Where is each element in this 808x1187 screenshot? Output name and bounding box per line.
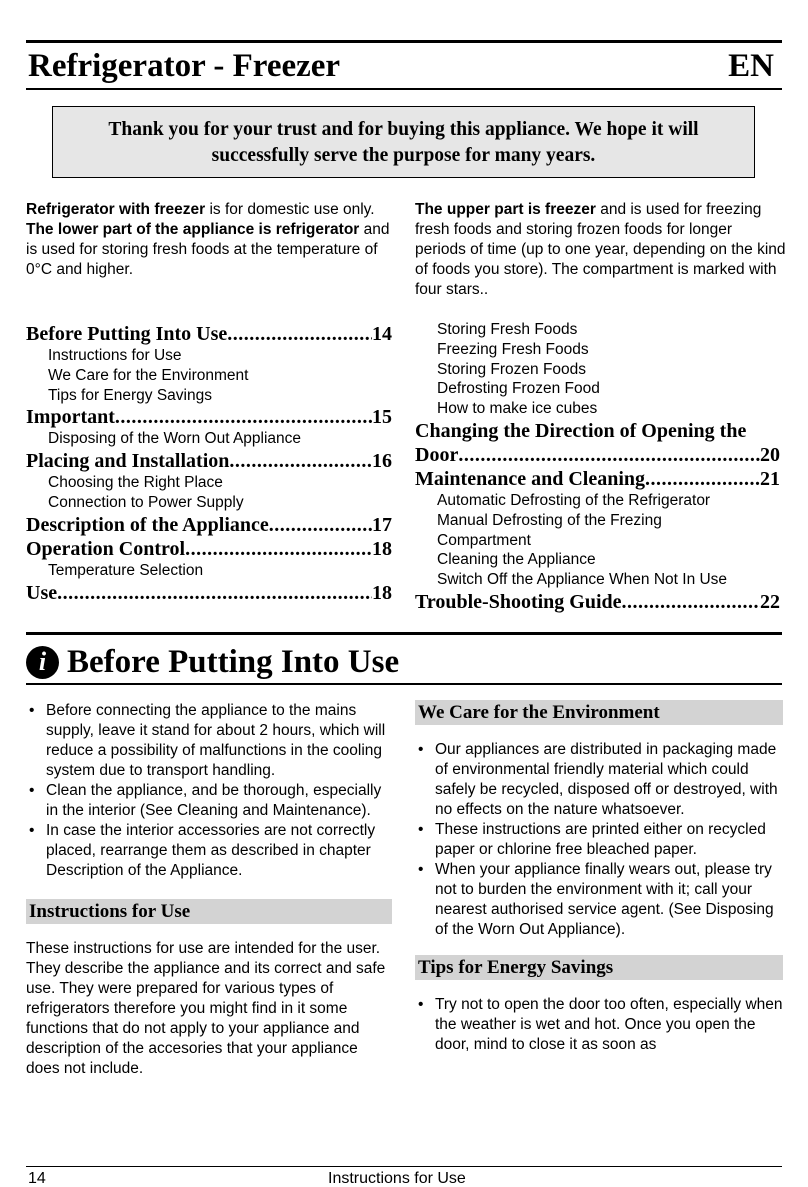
toc-entry[interactable] (415, 590, 780, 614)
toc-page: 22 (760, 590, 780, 613)
instructions-heading: Instructions for Use (26, 899, 392, 924)
left-column (26, 701, 392, 1079)
intro-bold: Refrigerator with freezer (26, 201, 206, 218)
toc-title: Maintenance and Cleaning (415, 467, 646, 490)
toc-subentry[interactable]: Connection to Power Supply (48, 493, 244, 511)
section-bottom-rule (26, 683, 782, 685)
toc-page: 16 (372, 450, 392, 473)
toc-entry[interactable] (26, 449, 392, 473)
toc-page: 17 (372, 513, 392, 536)
thank-you-line-1: Thank you for your trust and for buying this appliance. We hope it will (108, 119, 699, 140)
toc-title: Before Putting Into Use (26, 323, 228, 345)
table-of-contents-right (415, 320, 780, 614)
list-item: • Before connecting the appliance to the mains supply, leave it stand for about 2 hours, which will reduce a possibility of malfunctions in the cooling system due to transport handling. (26, 701, 392, 781)
environment-heading: We Care for the Environment (415, 700, 783, 725)
toc-subentry[interactable]: Storing Frozen Foods (437, 360, 587, 378)
toc-subentry[interactable]: Disposing of the Worn Out Appliance (48, 430, 302, 448)
toc-entry[interactable] (26, 581, 392, 605)
toc-subentry[interactable]: Storing Fresh Foods (437, 321, 578, 338)
toc-page: 21 (760, 467, 780, 490)
section-title: Before Putting Into Use (67, 643, 400, 680)
toc-subentry[interactable]: Freezing Fresh Foods (437, 340, 589, 358)
instructions-text: These instructions for use are intended for the user. They describe the appliance and its correct and safe use. They were prepared for various types of refrigerators therefore you might find in it some functions that do not apply to your appliance and description of the accesories that your appliance does not include. (26, 940, 386, 1077)
thank-you-box (52, 106, 755, 178)
list-item: • Try not to open the door too often, especially when the weather is wet and hot. Once you open the door, mind to close it as soon as (415, 995, 783, 1055)
table-of-contents-left (26, 322, 392, 605)
toc-title: Trouble-Shooting Guide (415, 590, 622, 613)
toc-page: 14 (372, 323, 392, 345)
language-code: EN (728, 48, 774, 84)
document-title: Refrigerator - Freezer (28, 48, 341, 84)
right-column (415, 700, 783, 1055)
toc-entry[interactable] (415, 467, 780, 491)
toc-subentry[interactable]: Instructions for Use (48, 347, 182, 364)
toc-page: 18 (372, 537, 392, 560)
info-icon: i (26, 646, 59, 679)
intro-left-column (26, 200, 391, 280)
intro-bold: The upper part is freezer (415, 201, 596, 218)
list-item: • When your appliance finally wears out, please try not to burden the environment with it; call your nearest authorised service agent. (See Disposing of the Worn Out Appliance). (415, 860, 783, 940)
toc-entry[interactable] (415, 443, 780, 467)
page-number: 14 (28, 1170, 46, 1187)
toc-subentry[interactable]: How to make ice cubes (437, 400, 598, 418)
toc-title: Description of the Appliance (26, 513, 269, 536)
footer-rule (26, 1166, 782, 1167)
toc-subentry[interactable]: Compartment (437, 531, 531, 549)
intro-text: is for domestic use only. (205, 201, 375, 218)
footer-title: Instructions for Use (328, 1170, 466, 1187)
toc-entry[interactable] (26, 405, 392, 429)
energy-heading: Tips for Energy Savings (415, 955, 783, 980)
intro-paragraph (415, 200, 787, 300)
environment-list (415, 740, 783, 940)
toc-page: 18 (372, 581, 392, 604)
intro-text: and is used for freezing fresh foods and storing frozen foods for longer periods of time (up to one year, depending on the kind of foods you store). The compartment is marked with four stars.. (415, 201, 786, 298)
intro-paragraph (26, 220, 391, 280)
precaution-list (26, 701, 392, 881)
energy-list (415, 995, 783, 1055)
toc-subentry[interactable]: Defrosting Frozen Food (437, 380, 600, 398)
toc-page: 15 (372, 406, 392, 429)
header (26, 46, 782, 88)
toc-subentry[interactable]: Tips for Energy Savings (48, 386, 212, 404)
list-item: • In case the interior accessories are not correctly placed, rearrange them as described in chapter Description of the Appliance. (26, 821, 392, 881)
toc-subentry[interactable]: Switch Off the Appliance When Not In Use (437, 571, 728, 589)
toc-subentry[interactable]: We Care for the Environment (48, 366, 249, 384)
section-heading (26, 640, 399, 684)
toc-subentry[interactable]: Cleaning the Appliance (437, 551, 596, 569)
toc-subentry[interactable]: Automatic Defrosting of the Refrigerator (437, 491, 711, 509)
toc-subentry[interactable]: Manual Defrosting of the Frezing (437, 511, 662, 529)
toc-title[interactable]: Changing the Direction of Opening the (415, 419, 747, 442)
toc-entry[interactable] (26, 537, 392, 561)
thank-you-line-2: successfully serve the purpose for many years. (211, 145, 596, 166)
intro-bold: The lower part of the appliance is refrigerator (26, 221, 360, 238)
toc-title: Use (26, 581, 58, 604)
list-item: • Our appliances are distributed in packaging made of environmental friendly material which could safely be recycled, disposed off or destroyed, with no effects on the nature whatsoever. (415, 740, 783, 820)
list-item: • Clean the appliance, and be thorough, especially in the interior (See Cleaning and Maintenance). (26, 781, 392, 821)
intro-paragraph (26, 200, 391, 220)
toc-title: Operation Control (26, 537, 186, 560)
toc-entry[interactable] (26, 513, 392, 537)
intro-right-column (415, 200, 787, 300)
header-bottom-rule (26, 88, 782, 90)
toc-subentry[interactable]: Choosing the Right Place (48, 474, 223, 492)
toc-page: 20 (760, 443, 780, 466)
toc-title: Important (26, 406, 115, 429)
toc-title: Door (415, 443, 459, 466)
list-item: • These instructions are printed either on recycled paper or chlorine free bleached paper. (415, 820, 783, 860)
intro-text: and is used for storing fresh foods at the temperature of 0°C and higher. (26, 221, 390, 278)
toc-entry[interactable] (26, 322, 392, 346)
toc-subentry[interactable]: Temperature Selection (48, 561, 204, 579)
header-top-rule (26, 40, 782, 43)
toc-title: Placing and Installation (26, 450, 230, 473)
section-top-rule (26, 632, 782, 635)
